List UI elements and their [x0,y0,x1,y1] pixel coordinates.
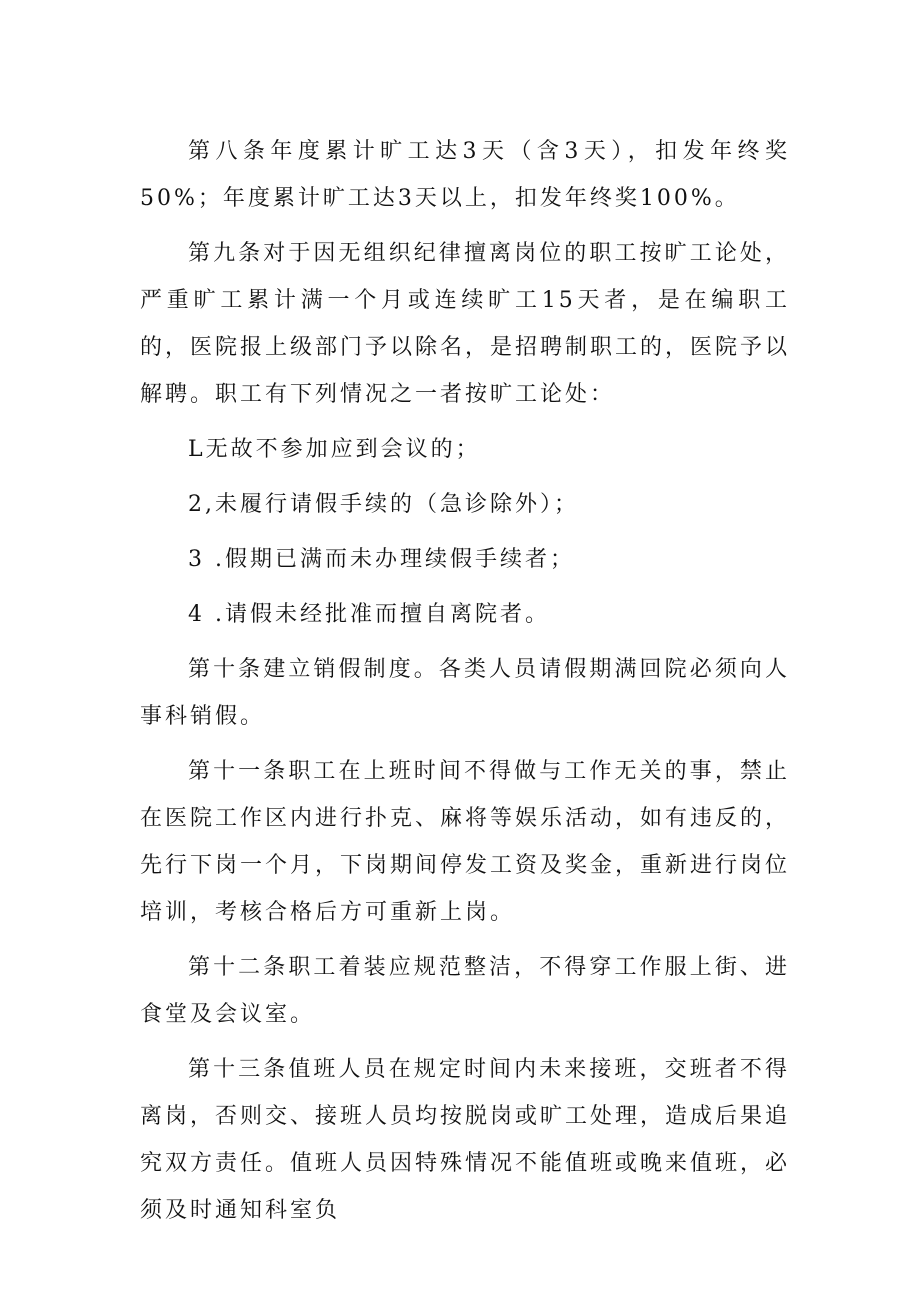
article-12-paragraph: 第十二条职工着装应规范整洁，不得穿工作服上街、进食堂及会议室。 [140,955,790,1027]
article-10-paragraph: 第十条建立销假制度。各类人员请假期满回院必须向人事科销假。 [140,657,790,729]
article-8-paragraph: 第八条年度累计旷工达3天（含3天），扣发年终奖50%；年度累计旷工达3天以上，扣发年终奖100%。 [140,139,790,211]
list-item: 2,未履行请假手续的（急诊除外）； [188,492,579,517]
article-11-paragraph: 第十一条职工在上班时间不得做与工作无关的事，禁止在医院工作区内进行扑克、麻将等娱乐活动，如有违反的，先行下岗一个月，下岗期间停发工资及奖金，重新进行岗位培训，考核合格后方可重新上岗。 [140,759,791,925]
document-body [140,128,790,1242]
list-item: L无故不参加应到会议的； [188,437,481,462]
list-item: 4 .请假未经批准而擅自离院者。 [188,602,550,627]
list-item: 3 .假期已满而未办理续假手续者； [188,547,575,572]
article-9-paragraph: 第九条对于因无组织纪律擅离岗位的职工按旷工论处，严重旷工累计满一个月或连续旷工15天者，是在编职工的，医院报上级部门予以除名，是招聘制职工的，医院予以解聘。职工有下列情况之一者按旷工论处： [140,241,791,407]
article-13-paragraph: 第十三条值班人员在规定时间内未来接班，交班者不得离岗，否则交、接班人员均按脱岗或旷工处理，造成后果追究双方责任。值班人员因特殊情况不能值班或晚来值班，必须及时通知科室负 [140,1057,791,1223]
